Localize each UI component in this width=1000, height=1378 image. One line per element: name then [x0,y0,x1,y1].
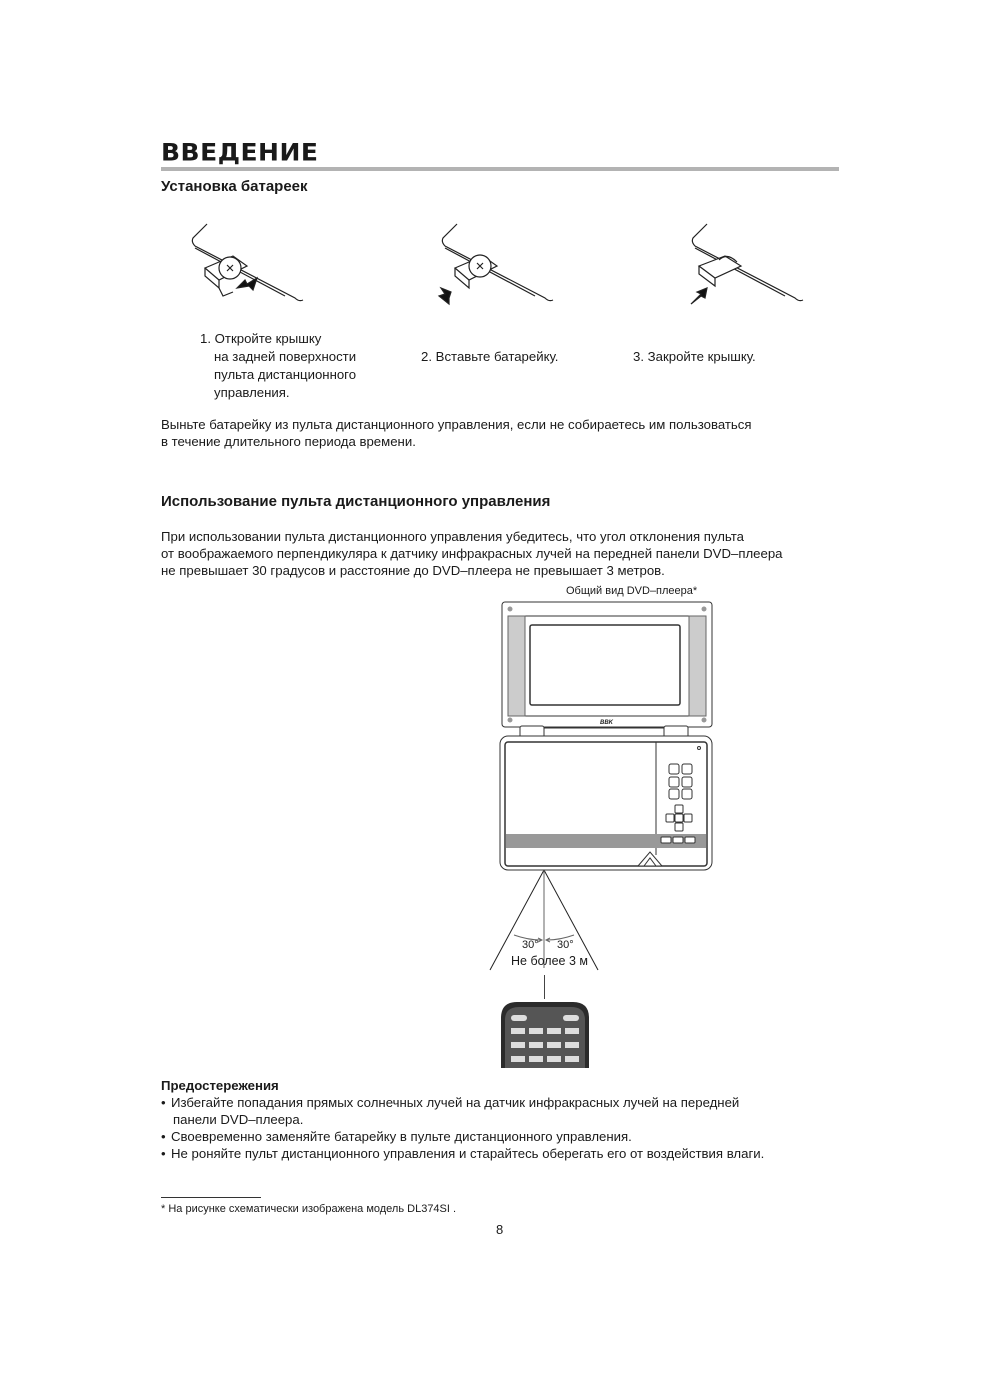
brand-logo: BBK [600,720,613,726]
figure-caption: Общий вид DVD–плеера* [566,585,698,597]
battery-note: Выньте батарейку из пульта дистанционного управления, если не собираетесь им пользоваться в течение длительного периода времени. [161,417,752,449]
page-number: 8 [496,1222,504,1237]
footnote-divider [161,1197,261,1198]
warning-item: • Избегайте попадания прямых солнечных лучей на датчик инфракрасных лучей на передней панели DVD–плеера. [161,1095,740,1127]
warnings-heading: Предостережения [161,1078,279,1093]
title-divider [161,167,839,171]
battery-step-2-illustration [435,218,555,308]
warning-item: • Не роняйте пульт дистанционного управления и старайтесь оберегать его от воздействия влаги. [161,1146,765,1161]
footnote: * На рисунке схематически изображена модель DL374SI . [161,1203,457,1215]
distance-label: Не более 3 м [511,954,588,968]
angle-right-label: 30° [557,939,574,951]
remote-section-heading: Использование пульта дистанционного управления [161,493,551,510]
battery-section-heading: Установка батареек [161,178,308,195]
battery-step-2-caption: 2. Вставьте батарейку. [421,349,559,364]
remote-usage-paragraph: При использовании пульта дистанционного управления убедитесь, что угол отклонения пульта от воображаемого перпендикуляра к датчику инфракрасных лучей на передней панели DVD–плеера не превышает 30 градусов и расстояние до DVD–плеера не превышает 3 метров. [161,529,783,578]
angle-left-label: 30° [522,939,539,951]
battery-step-1-illustration [185,218,305,308]
battery-step-3-illustration [685,218,805,308]
remote-control-illustration [499,1000,591,1068]
warnings-list [161,1094,841,1162]
warning-item: • Своевременно заменяйте батарейку в пульте дистанционного управления. [161,1129,632,1144]
battery-step-1-caption: 1. Откройте крышку на задней поверхности пульта дистанционного управления. [200,331,357,400]
page-title: ВВЕДЕНИЕ [161,138,319,167]
battery-step-3-caption: 3. Закройте крышку. [633,349,756,364]
distance-line [544,975,545,999]
dvd-player-illustration [498,600,718,875]
